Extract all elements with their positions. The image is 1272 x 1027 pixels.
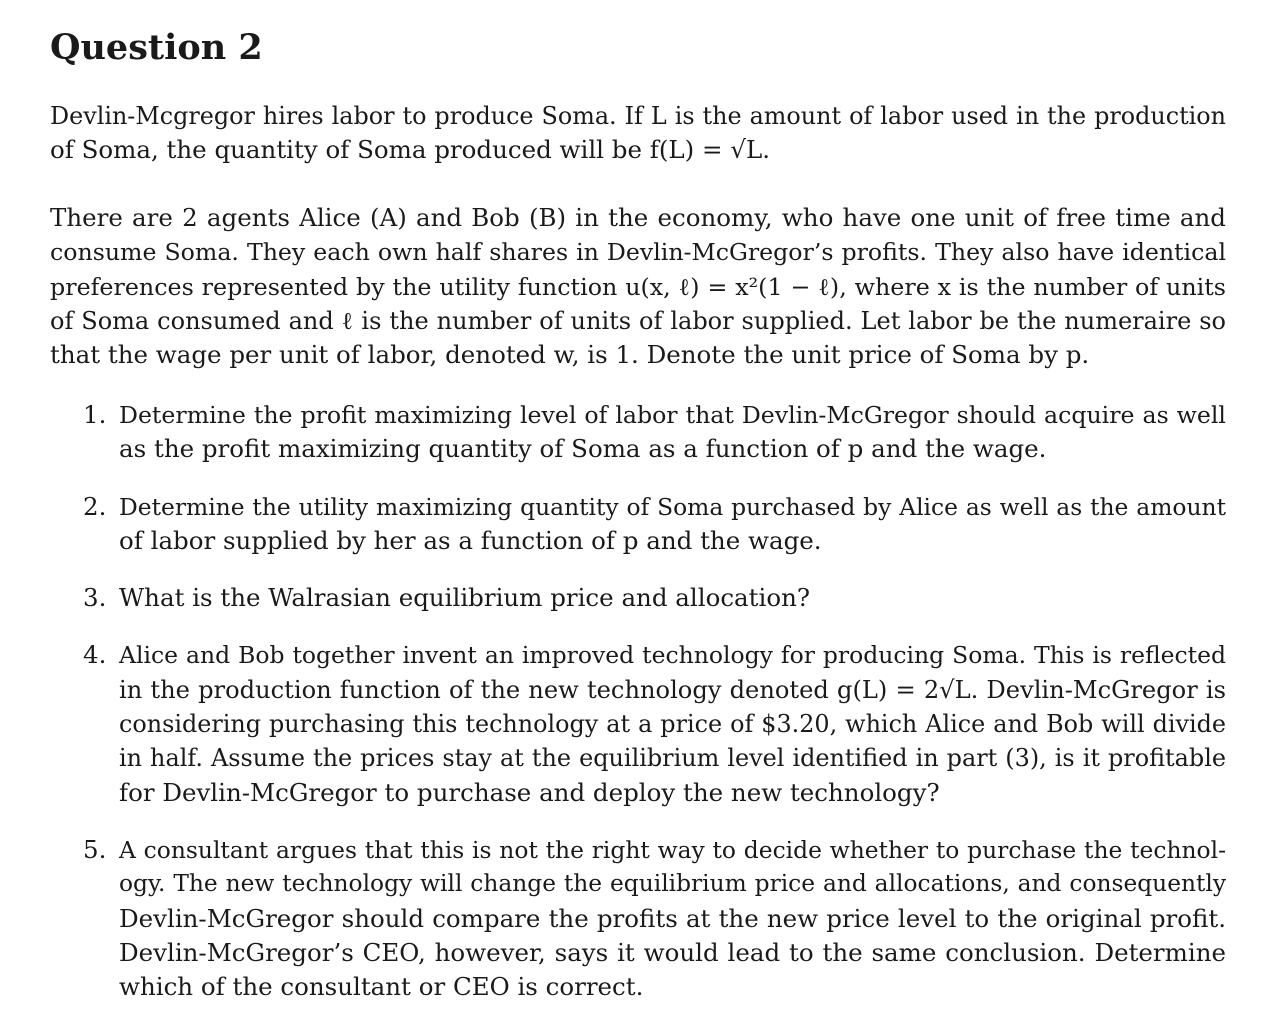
- item-number: 1.: [83, 400, 107, 429]
- question-list: [50, 398, 1226, 1027]
- setup-line-3: preferences represented by the utility function u(x, ℓ) = x²(1 − ℓ), where x is the number of units: [50, 272, 1226, 301]
- question-title: Question 2: [50, 27, 263, 68]
- item-line: ogy. The new technology will change the equilibrium price and allocations, and consequently: [119, 870, 1226, 898]
- list-item: [50, 833, 1226, 1004]
- setup-line-2: consume Soma. They each own half shares in Devlin-McGregor’s profits. They also have identical: [50, 238, 1226, 267]
- setup-line-1: There are 2 agents Alice (A) and Bob (B) in the economy, who have one unit of free time and: [50, 203, 1226, 232]
- item-line: which of the consultant or CEO is correct.: [119, 972, 644, 1002]
- item-line: A consultant argues that this is not the right way to decide whether to purchase the technol-: [119, 835, 1226, 864]
- item-line: as the profit maximizing quantity of Soma as a function of p and the wage.: [119, 434, 1047, 464]
- setup-line-5: that the wage per unit of labor, denoted w, is 1. Denote the unit price of Soma by p.: [50, 340, 1090, 370]
- item-number: 4.: [83, 640, 107, 670]
- item-line: Devlin-McGregor should compare the profits at the new price level to the original profit.: [119, 903, 1226, 933]
- list-item: [50, 490, 1226, 559]
- list-item: [50, 638, 1226, 809]
- item-line: in the production function of the new technology denoted g(L) = 2√L. Devlin-McGregor is: [119, 675, 1226, 704]
- list-item: [50, 398, 1226, 467]
- setup-paragraph: [50, 201, 1226, 372]
- item-line: Determine the utility maximizing quantity of Soma purchased by Alice as well as the amount: [119, 492, 1226, 521]
- item-line: considering purchasing this technology at a price of $3.20, which Alice and Bob will divide: [119, 710, 1226, 739]
- item-number: 2.: [83, 491, 107, 521]
- list-item: [50, 581, 1226, 615]
- item-number: 5.: [83, 834, 107, 864]
- item-line: What is the Walrasian equilibrium price and allocation?: [119, 583, 811, 613]
- setup-line-4: of Soma consumed and ℓ is the number of units of labor supplied. Let labor be the numeraire so: [50, 306, 1226, 335]
- item-number: 3.: [83, 583, 107, 613]
- item-line: Alice and Bob together invent an improved technology for producing Soma. This is reflected: [119, 641, 1226, 670]
- item-line: for Devlin-McGregor to purchase and deploy the new technology?: [119, 777, 940, 807]
- intro-line-1: Devlin-Mcgregor hires labor to produce Soma. If L is the amount of labor used in the production: [50, 102, 1226, 130]
- item-line: in half. Assume the prices stay at the equilibrium level identified in part (3), is it profitable: [119, 744, 1226, 773]
- item-line: of labor supplied by her as a function of p and the wage.: [119, 525, 822, 555]
- item-line: Determine the profit maximizing level of labor that Devlin-McGregor should acquire as well: [119, 401, 1226, 429]
- item-line: Devlin-McGregor’s CEO, however, says it would lead to the same conclusion. Determine: [119, 937, 1226, 967]
- intro-line-2: of Soma, the quantity of Soma produced will be f(L) = √L.: [50, 135, 770, 165]
- intro-paragraph: [50, 99, 1226, 168]
